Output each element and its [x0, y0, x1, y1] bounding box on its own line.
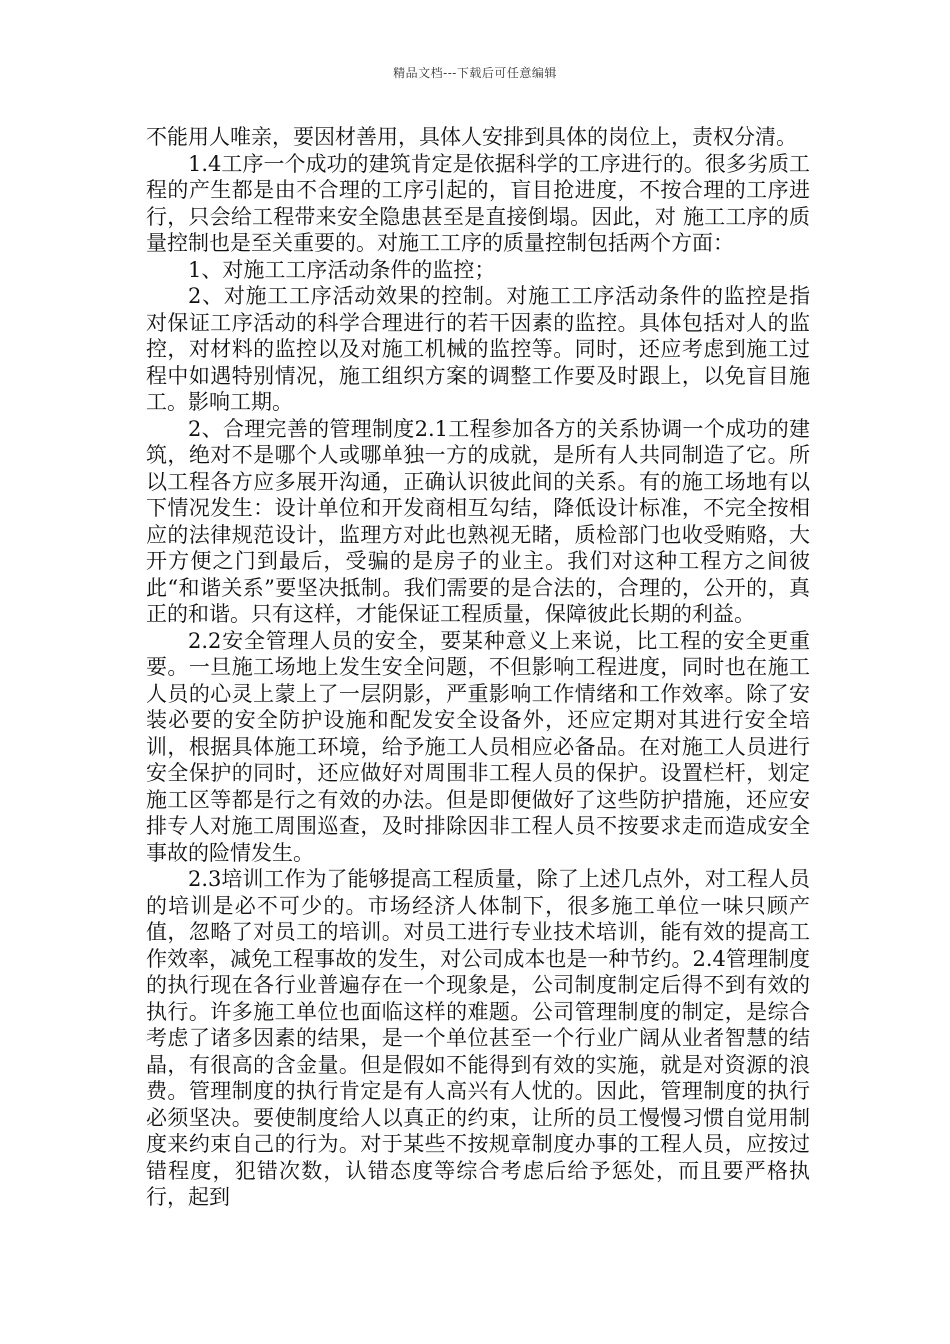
paragraph: 2、对施工工序活动效果的控制。对施工工序活动条件的监控是指对保证工序活动的科学合理进行的若干因素的监控。具体包括对人的监控，对材料的监控以及对施工机械的监控等。同时，还应考虑到施工过程中如遇特别情况，施工组织方案的调整工作要及时跟上，以免盲目施工。影响工期。: [146, 284, 810, 414]
paragraph: 1、对施工工序活动条件的监控；: [188, 257, 496, 282]
paragraph: 2.3培训工作为了能够提高工程质量，除了上述几点外，对工程人员的培训是必不可少的。市场经济人体制下，很多施工单位一味只顾产值，忽略了对员工的培训。对员工进行专业技术培训，能有效的提高工作效率，减免工程事故的发生，对公司成本也是一种节约。2.4管理制度的执行现在各行业普遍存在一个现象是，公司制度制定后得不到有效的执行。许多施工单位也面临这样的难题。公司管理制度的制定，是综合考虑了诸多因素的结果，是一个单位甚至一个行业广阔从业者智慧的结晶，有很高的含金量。但是假如不能得到有效的实施，就是对资源的浪费。管理制度的执行肯定是有人高兴有人忧的。因此，管理制度的执行必须坚决。要使制度给人以真正的约束，让所的员工慢慢习惯自觉用制度来约束自己的行为。对于某些不按规章制度办事的工程人员，应按过错程度，犯错次数，认错态度等综合考虑后给予惩处，而且要严格执行，起到: [146, 867, 810, 1209]
paragraph: 2.2安全管理人员的安全，要某种意义上来说，比工程的安全更重要。一旦施工场地上发生安全问题，不但影响工程进度，同时也在施工人员的心灵上蒙上了一层阴影，严重影响工作情绪和工作效率。除了安装必要的安全防护设施和配发安全设备外，还应定期对其进行安全培训，根据具体施工环境，给予施工人员相应必备品。在对施工人员进行安全保护的同时，还应做好对周围非工程人员的保护。设置栏杆，划定施工区等都是行之有效的办法。但是即便做好了这些防护措施，还应安排专人对施工周围巡查，及时排除因非工程人员不按要求走而造成安全事故的险情发生。: [146, 628, 810, 865]
document-body: [146, 124, 810, 1211]
paragraph: 不能用人唯亲，要因材善用，具体人安排到具体的岗位上，责权分清。: [146, 125, 797, 149]
paragraph: 1.4工序一个成功的建筑肯定是依据科学的工序进行的。很多劣质工程的产生都是由不合理的工序引起的，盲目抢进度，不按合理的工序进行，只会给工程带来安全隐患甚至是直接倒塌。因此，对 施工工序的质量控制也是至关重要的。对施工工序的质量控制包括两个方面：: [146, 151, 810, 255]
paragraph: 2、合理完善的管理制度2.1工程参加各方的关系协调一个成功的建筑，绝对不是哪个人或哪单独一方的成就，是所有人共同制造了它。所以工程各方应多展开沟通，正确认识彼此间的关系。有的施工场地有以下情况发生：设计单位和开发商相互勾结，降低设计标准，不完全按相应的法律规范设计，监理方对此也熟视无睹，质检部门也收受贿赂，大开方便之门到最后，受骗的是房子的业主。我们对这种工程方之间彼此“和谐关系”要坚决抵制。我们需要的是合法的，合理的，公开的，真正的和谐。只有这样，才能保证工程质量，保障彼此长期的利益。: [146, 416, 810, 626]
page-header: 精品文档---下载后可任意编辑: [393, 66, 557, 80]
